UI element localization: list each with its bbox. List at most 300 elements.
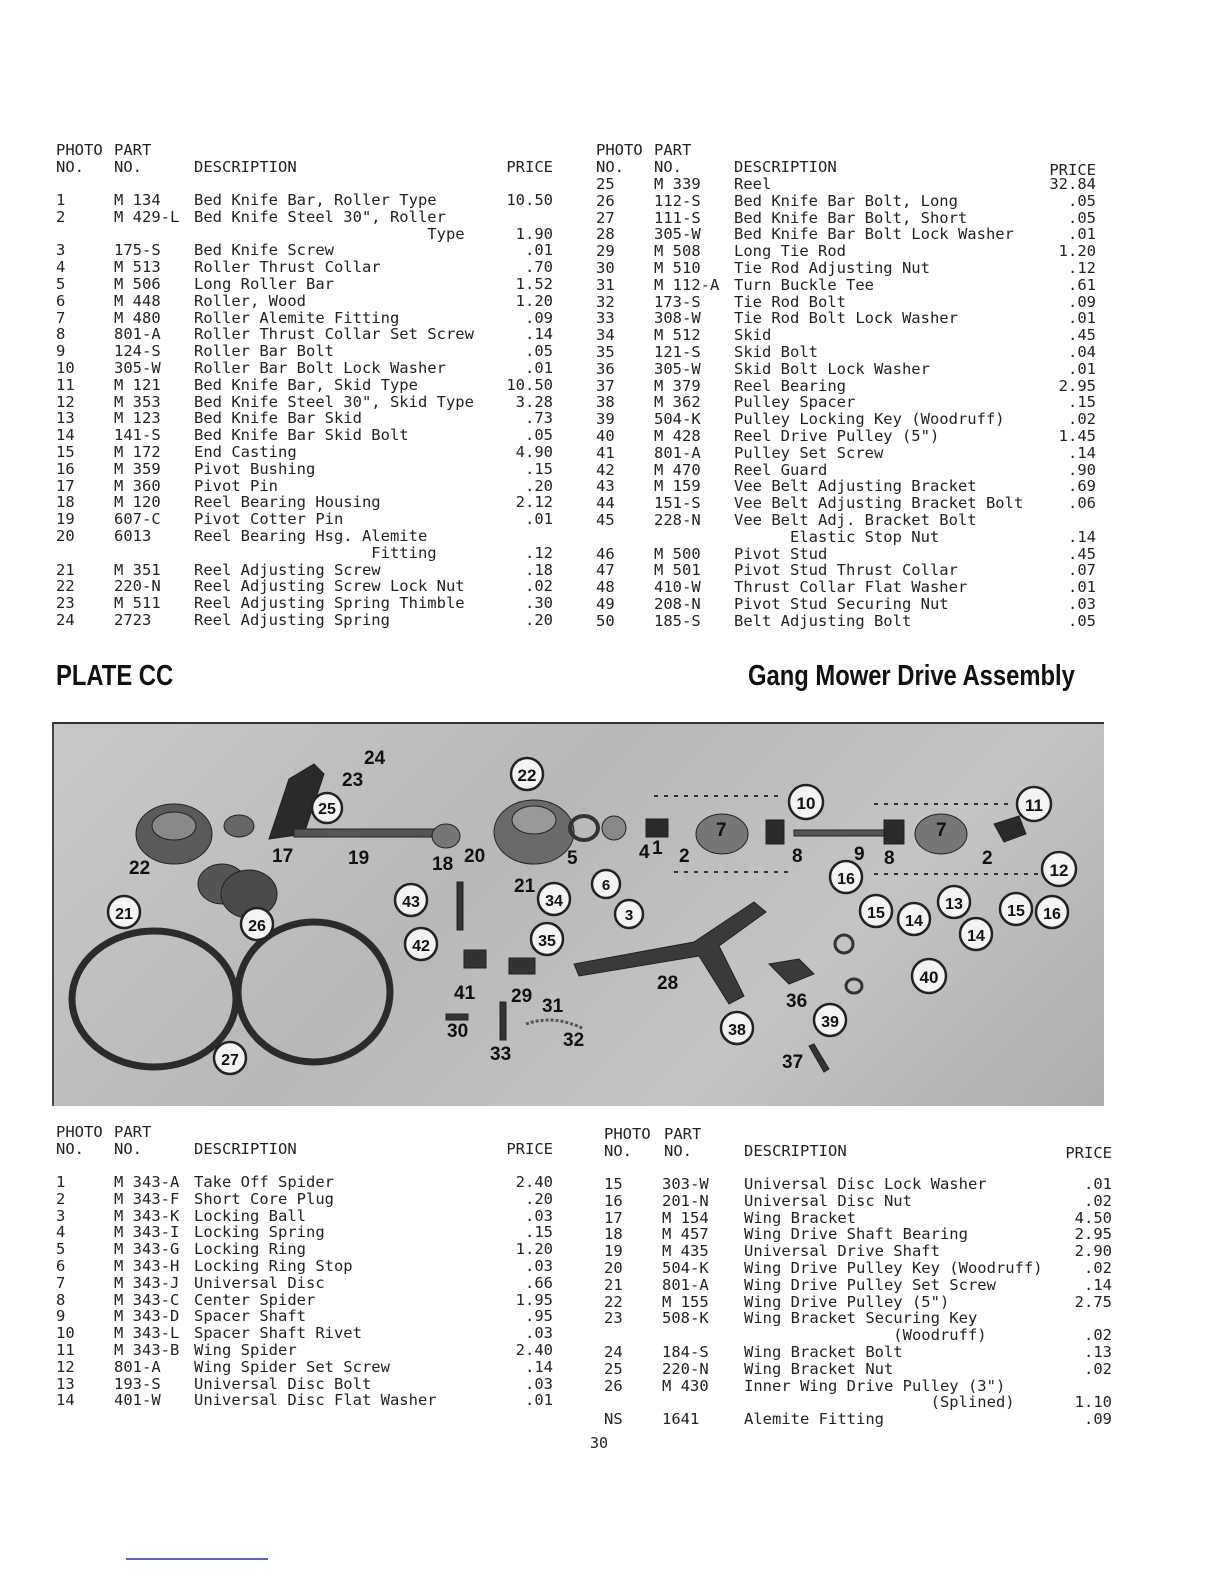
table-row xyxy=(596,428,1096,445)
callout-22-top xyxy=(511,758,543,790)
part-photo-no: 1 xyxy=(56,1173,66,1191)
part-number: M 343-D xyxy=(114,1307,180,1326)
washer-shape xyxy=(846,979,862,993)
part-photo-no: 25 xyxy=(604,1359,623,1378)
part-price: .66 xyxy=(525,1273,553,1292)
part-photo-no: 25 xyxy=(596,175,615,193)
part-price: .09 xyxy=(525,308,553,327)
part-number: 2723 xyxy=(114,610,152,629)
part-number: 508-K xyxy=(662,1309,709,1328)
table-row xyxy=(604,1226,1112,1243)
svg-text:16: 16 xyxy=(1043,906,1061,923)
part-description: Pulley Set Screw xyxy=(734,443,884,462)
callout-40 xyxy=(912,959,946,993)
label-8: 8 xyxy=(792,846,803,867)
part-number: 201-N xyxy=(662,1191,709,1210)
part-description: Locking Ball xyxy=(194,1206,306,1225)
callout-14a xyxy=(898,903,930,935)
part-number: 801-A xyxy=(662,1275,709,1294)
part-photo-no: 24 xyxy=(56,610,75,629)
table-row xyxy=(56,494,556,511)
plate-title: PLATE CC xyxy=(56,660,174,692)
tee-shape xyxy=(509,958,535,974)
part-price: .05 xyxy=(525,426,553,445)
table-row xyxy=(56,242,556,259)
part-photo-no: 18 xyxy=(604,1225,623,1244)
part-price: .05 xyxy=(1068,191,1096,210)
part-description: Wing Bracket Nut xyxy=(744,1359,894,1378)
part-price: .03 xyxy=(525,1324,553,1343)
part-photo-no: 6 xyxy=(56,291,66,310)
svg-text:14: 14 xyxy=(905,913,923,930)
table-row xyxy=(596,495,1096,512)
part-number: M 353 xyxy=(114,392,161,411)
part-description: Wing Bracket Securing Key xyxy=(744,1309,978,1328)
part-photo-no: 45 xyxy=(596,510,615,529)
part-price: .01 xyxy=(525,510,553,529)
header-no: NO. xyxy=(114,1140,142,1158)
callout-6 xyxy=(592,870,620,898)
part-number: M 154 xyxy=(662,1208,709,1227)
part-price: .05 xyxy=(525,342,553,361)
callout-13 xyxy=(938,886,970,918)
part-photo-no: 4 xyxy=(56,1223,66,1242)
part-description: Wing Drive Pulley Set Screw xyxy=(744,1275,996,1294)
part-description: Locking Spring xyxy=(194,1223,325,1242)
part-number: 184-S xyxy=(662,1342,709,1361)
table-row xyxy=(56,562,556,579)
part-description: Vee Belt Adjusting Bracket xyxy=(734,477,977,496)
part-description: Roller Alemite Fitting xyxy=(194,308,400,327)
part-description: Vee Belt Adjusting Bracket Bolt xyxy=(734,494,1024,513)
part-photo-no: 47 xyxy=(596,561,615,580)
label-4: 4 xyxy=(639,842,650,863)
part-number: M 155 xyxy=(662,1292,709,1311)
part-photo-no: 14 xyxy=(56,426,75,445)
table-row xyxy=(56,1224,556,1241)
part-price: .69 xyxy=(1068,477,1096,496)
svg-text:39: 39 xyxy=(821,1014,839,1031)
part-description: Tie Rod Bolt Lock Washer xyxy=(734,309,958,328)
label-9: 9 xyxy=(854,844,865,865)
part-description: Skid Bolt xyxy=(734,342,818,361)
drive-shaft-shape xyxy=(294,829,454,837)
part-price: .01 xyxy=(1068,225,1096,244)
part-photo-no: 46 xyxy=(596,544,615,563)
part-price: .14 xyxy=(525,1357,553,1376)
part-description: Vee Belt Adj. Bracket Bolt xyxy=(734,510,977,529)
part-description: Wing Bracket xyxy=(744,1208,856,1227)
part-description: Universal Disc Flat Washer xyxy=(194,1391,437,1410)
part-number: M 511 xyxy=(114,594,161,613)
part-number: M 343-K xyxy=(114,1206,180,1225)
part-price: .01 xyxy=(1084,1175,1112,1193)
table-row xyxy=(56,545,556,562)
table-row xyxy=(56,293,556,310)
part-photo-no: 1 xyxy=(56,191,66,209)
parts-table-top-left xyxy=(56,142,556,629)
table-row xyxy=(596,176,1096,193)
table-row xyxy=(596,579,1096,596)
part-number: 607-C xyxy=(114,510,161,529)
table-row xyxy=(596,478,1096,495)
table-row xyxy=(56,1359,556,1376)
header-no: NO. xyxy=(654,158,682,176)
part-photo-no: 42 xyxy=(596,460,615,479)
part-price: .45 xyxy=(1068,326,1096,345)
label-7b: 7 xyxy=(936,820,947,841)
part-number: M 480 xyxy=(114,308,161,327)
part-description: Bed Knife Bar Bolt, Short xyxy=(734,208,968,227)
table-row xyxy=(604,1394,1112,1411)
part-price: .14 xyxy=(525,325,553,344)
part-description: Type xyxy=(194,224,465,243)
part-photo-no: 11 xyxy=(56,375,75,394)
part-price: 1.45 xyxy=(1058,426,1096,445)
table-row xyxy=(56,1392,556,1409)
callout-3 xyxy=(615,900,643,928)
callout-26 xyxy=(241,908,273,940)
table-row xyxy=(604,1310,1112,1327)
label-1: 1 xyxy=(652,838,663,859)
part-description: Spacer Shaft Rivet xyxy=(194,1324,362,1343)
part-photo-no: 23 xyxy=(604,1309,623,1328)
table-row xyxy=(604,1344,1112,1361)
table-row xyxy=(56,1376,556,1393)
part-photo-no: 28 xyxy=(596,225,615,244)
table-row xyxy=(596,529,1096,546)
part-description: Pulley Locking Key (Woodruff) xyxy=(734,410,1005,429)
part-description: Bed Knife Steel 30", Roller xyxy=(194,207,446,226)
svg-text:26: 26 xyxy=(248,918,266,935)
part-description: Reel Bearing Housing xyxy=(194,493,381,512)
part-number: M 120 xyxy=(114,493,161,512)
part-number: M 343-I xyxy=(114,1223,180,1242)
part-number: M 351 xyxy=(114,560,161,579)
part-description: Pivot Stud Securing Nut xyxy=(734,594,949,613)
part-price: .15 xyxy=(1068,393,1096,412)
table-row xyxy=(596,210,1096,227)
part-number: 228-N xyxy=(654,510,701,529)
header-no: NO. xyxy=(664,1142,692,1160)
label-17: 17 xyxy=(272,846,294,867)
part-photo-no: 22 xyxy=(56,577,75,596)
part-number: 111-S xyxy=(654,208,701,227)
table-row xyxy=(56,528,556,545)
pulley-hub-shape xyxy=(152,812,196,840)
table-row xyxy=(596,260,1096,277)
part-photo-no: 21 xyxy=(604,1275,623,1294)
part-price: .05 xyxy=(1068,611,1096,630)
part-description: Inner Wing Drive Pulley (3") xyxy=(744,1376,1006,1395)
part-price: .03 xyxy=(525,1374,553,1393)
bolt-shape xyxy=(500,1002,506,1040)
part-description: Alemite Fitting xyxy=(744,1410,884,1429)
part-photo-no: 5 xyxy=(56,274,66,293)
part-number: M 500 xyxy=(654,544,701,563)
part-number: 801-A xyxy=(114,1357,161,1376)
part-description: Pulley Spacer xyxy=(734,393,856,412)
part-number: 504-K xyxy=(662,1258,709,1277)
part-photo-no: 27 xyxy=(596,208,615,227)
part-photo-no: 10 xyxy=(56,1324,75,1343)
part-number: 141-S xyxy=(114,426,161,445)
part-photo-no: 14 xyxy=(56,1391,75,1410)
part-description: Thrust Collar Flat Washer xyxy=(734,578,968,597)
part-number: 6013 xyxy=(114,526,152,545)
header-description: DESCRIPTION xyxy=(734,158,837,176)
table-row xyxy=(604,1378,1112,1395)
part-number: 151-S xyxy=(654,494,701,513)
table-row xyxy=(56,394,556,411)
header-part: PART xyxy=(654,141,692,159)
part-photo-no: 44 xyxy=(596,494,615,513)
part-photo-no: 16 xyxy=(604,1191,623,1210)
table-header xyxy=(56,1124,556,1158)
part-price: 1.20 xyxy=(515,1240,553,1259)
callout-15a xyxy=(860,895,892,927)
label-21: 21 xyxy=(514,876,536,897)
table-row xyxy=(596,361,1096,378)
part-number: M 510 xyxy=(654,258,701,277)
spacer-shaft-shape xyxy=(794,830,884,836)
part-photo-no: 15 xyxy=(604,1175,623,1193)
label-7: 7 xyxy=(716,820,727,841)
part-price: 2.40 xyxy=(515,1340,553,1359)
header-part: PART xyxy=(114,141,152,159)
part-description: Spacer Shaft xyxy=(194,1307,306,1326)
part-number: 124-S xyxy=(114,342,161,361)
svg-text:14: 14 xyxy=(967,928,985,945)
part-description: Tie Rod Bolt xyxy=(734,292,846,311)
table-header xyxy=(604,1126,1112,1160)
table-row xyxy=(596,226,1096,243)
part-number: 1641 xyxy=(662,1410,700,1429)
part-price: .90 xyxy=(1068,460,1096,479)
part-number: 175-S xyxy=(114,241,161,260)
part-number: 305-W xyxy=(654,225,701,244)
ring-shape xyxy=(602,816,626,840)
table-row xyxy=(56,360,556,377)
part-description: Locking Ring Stop xyxy=(194,1256,353,1275)
part-number: M 362 xyxy=(654,393,701,412)
callout-27 xyxy=(214,1042,246,1074)
label-2b: 2 xyxy=(982,848,993,869)
nut-shape xyxy=(446,1014,468,1020)
part-description: Bed Knife Screw xyxy=(194,241,334,260)
part-description: Reel Adjusting Spring Thimble xyxy=(194,594,465,613)
part-description: Long Roller Bar xyxy=(194,274,334,293)
part-number: M 435 xyxy=(662,1242,709,1261)
table-row xyxy=(604,1210,1112,1227)
part-description: Bed Knife Bar, Skid Type xyxy=(194,375,418,394)
part-description: Wing Drive Shaft Bearing xyxy=(744,1225,968,1244)
part-photo-no: 12 xyxy=(56,392,75,411)
table-row xyxy=(596,394,1096,411)
svg-text:42: 42 xyxy=(412,938,430,955)
part-number: M 429-L xyxy=(114,207,180,226)
part-number: M 343-G xyxy=(114,1240,180,1259)
part-price: .15 xyxy=(525,459,553,478)
callout-10 xyxy=(789,785,823,819)
part-price: .01 xyxy=(525,358,553,377)
part-photo-no: 29 xyxy=(596,242,615,261)
part-photo-no: 49 xyxy=(596,594,615,613)
part-price: 1.95 xyxy=(515,1290,553,1309)
header-price: PRICE xyxy=(1065,1144,1112,1162)
vee-belt-shape xyxy=(238,922,390,1062)
part-price: .73 xyxy=(525,409,553,428)
part-photo-no: 17 xyxy=(604,1208,623,1227)
part-number: 173-S xyxy=(654,292,701,311)
table-row xyxy=(56,612,556,629)
table-row xyxy=(56,343,556,360)
part-number: 504-K xyxy=(654,410,701,429)
part-price: .20 xyxy=(525,1189,553,1208)
part-number: 305-W xyxy=(114,358,161,377)
part-price: .03 xyxy=(1068,594,1096,613)
table-row xyxy=(604,1260,1112,1277)
part-description: Fitting xyxy=(194,543,437,562)
part-description: Long Tie Rod xyxy=(734,242,846,261)
table-row xyxy=(56,444,556,461)
nut-shape xyxy=(464,950,486,968)
part-description: Roller Bar Bolt xyxy=(194,342,334,361)
part-number: M 379 xyxy=(654,376,701,395)
center-spider-shape xyxy=(766,820,784,844)
label-30: 30 xyxy=(447,1021,469,1042)
part-price: .02 xyxy=(1068,410,1096,429)
part-description: Skid xyxy=(734,326,772,345)
spider-shape xyxy=(646,819,668,837)
table-row xyxy=(604,1193,1112,1210)
header-photo: PHOTO xyxy=(56,1123,103,1141)
label-36: 36 xyxy=(786,991,808,1012)
callout-14b xyxy=(960,918,992,950)
part-price: 2.75 xyxy=(1074,1292,1112,1311)
parts-table-top-right xyxy=(596,142,1096,630)
bolt-shape xyxy=(457,882,463,930)
part-price: .14 xyxy=(1068,527,1096,546)
part-price: .05 xyxy=(1068,208,1096,227)
part-description: Bed Knife Bar Bolt Lock Washer xyxy=(734,225,1014,244)
part-price: .07 xyxy=(1068,561,1096,580)
part-description: Reel Drive Pulley (5") xyxy=(734,426,940,445)
part-number: 220-N xyxy=(114,577,161,596)
table-row xyxy=(596,445,1096,462)
part-photo-no: 13 xyxy=(56,1374,75,1393)
part-price: 4.50 xyxy=(1074,1208,1112,1227)
part-description: Pivot Bushing xyxy=(194,459,316,478)
table-row xyxy=(56,259,556,276)
part-photo-no: 7 xyxy=(56,1273,66,1292)
part-price: .09 xyxy=(1084,1410,1112,1429)
part-description: Reel xyxy=(734,175,772,193)
part-number: M 343-B xyxy=(114,1340,180,1359)
part-description: (Splined) xyxy=(744,1393,1015,1412)
part-number: M 123 xyxy=(114,409,161,428)
label-32: 32 xyxy=(563,1030,585,1051)
part-photo-no: 9 xyxy=(56,1307,66,1326)
part-photo-no: 30 xyxy=(596,258,615,277)
part-number: M 343-A xyxy=(114,1173,180,1191)
table-row xyxy=(596,411,1096,428)
part-description: Pivot Stud Thrust Collar xyxy=(734,561,958,580)
part-price: .12 xyxy=(525,543,553,562)
label-41: 41 xyxy=(454,983,476,1004)
part-description: Universal Disc Bolt xyxy=(194,1374,372,1393)
table-row xyxy=(56,1342,556,1359)
part-number: M 339 xyxy=(654,175,701,193)
table-header xyxy=(596,141,1096,179)
part-photo-no: 9 xyxy=(56,342,66,361)
part-number: M 359 xyxy=(114,459,161,478)
part-photo-no: 20 xyxy=(56,526,75,545)
table-row xyxy=(56,461,556,478)
part-price: .61 xyxy=(1068,275,1096,294)
table-row xyxy=(604,1277,1112,1294)
part-photo-no: 26 xyxy=(596,191,615,210)
part-description: Bed Knife Bar Skid Bolt xyxy=(194,426,409,445)
part-number: M 343-J xyxy=(114,1273,180,1292)
header-no: NO. xyxy=(596,158,624,176)
table-row xyxy=(56,310,556,327)
part-photo-no: 15 xyxy=(56,442,75,461)
part-photo-no: 41 xyxy=(596,443,615,462)
table-row xyxy=(596,344,1096,361)
table-row xyxy=(596,512,1096,529)
part-price: 32.84 xyxy=(1049,175,1096,193)
header-part: PART xyxy=(664,1125,702,1143)
part-number: M 501 xyxy=(654,561,701,580)
part-description: Roller, Wood xyxy=(194,291,306,310)
part-photo-no: 19 xyxy=(604,1242,623,1261)
part-price: .45 xyxy=(1068,544,1096,563)
part-description: Locking Ring xyxy=(194,1240,306,1259)
svg-text:25: 25 xyxy=(318,801,336,818)
vee-belt-shape xyxy=(72,931,236,1067)
svg-text:10: 10 xyxy=(796,794,816,813)
svg-text:35: 35 xyxy=(538,933,556,950)
part-photo-no: 4 xyxy=(56,258,66,277)
table-row xyxy=(596,193,1096,210)
part-number: 410-W xyxy=(654,578,701,597)
table-row xyxy=(596,243,1096,260)
part-number: M 172 xyxy=(114,442,161,461)
part-photo-no: 31 xyxy=(596,275,615,294)
table-row xyxy=(56,410,556,427)
label-8b: 8 xyxy=(884,848,895,869)
header-description: DESCRIPTION xyxy=(194,158,297,176)
part-price: .18 xyxy=(525,560,553,579)
callout-34 xyxy=(538,883,570,915)
part-description: Reel Bearing xyxy=(734,376,846,395)
part-number: M 508 xyxy=(654,242,701,261)
svg-text:16: 16 xyxy=(837,871,855,888)
washer-shape xyxy=(224,815,254,837)
bearing-shape xyxy=(432,824,460,848)
table-row xyxy=(56,226,556,243)
part-description: Bed Knife Bar Skid xyxy=(194,409,362,428)
label-22: 22 xyxy=(129,858,151,879)
part-description: End Casting xyxy=(194,442,297,461)
callout-42 xyxy=(405,928,437,960)
part-photo-no: 19 xyxy=(56,510,75,529)
part-price: 2.12 xyxy=(515,493,553,512)
header-description: DESCRIPTION xyxy=(194,1140,297,1158)
part-photo-no: 16 xyxy=(56,459,75,478)
part-photo-no: 40 xyxy=(596,426,615,445)
